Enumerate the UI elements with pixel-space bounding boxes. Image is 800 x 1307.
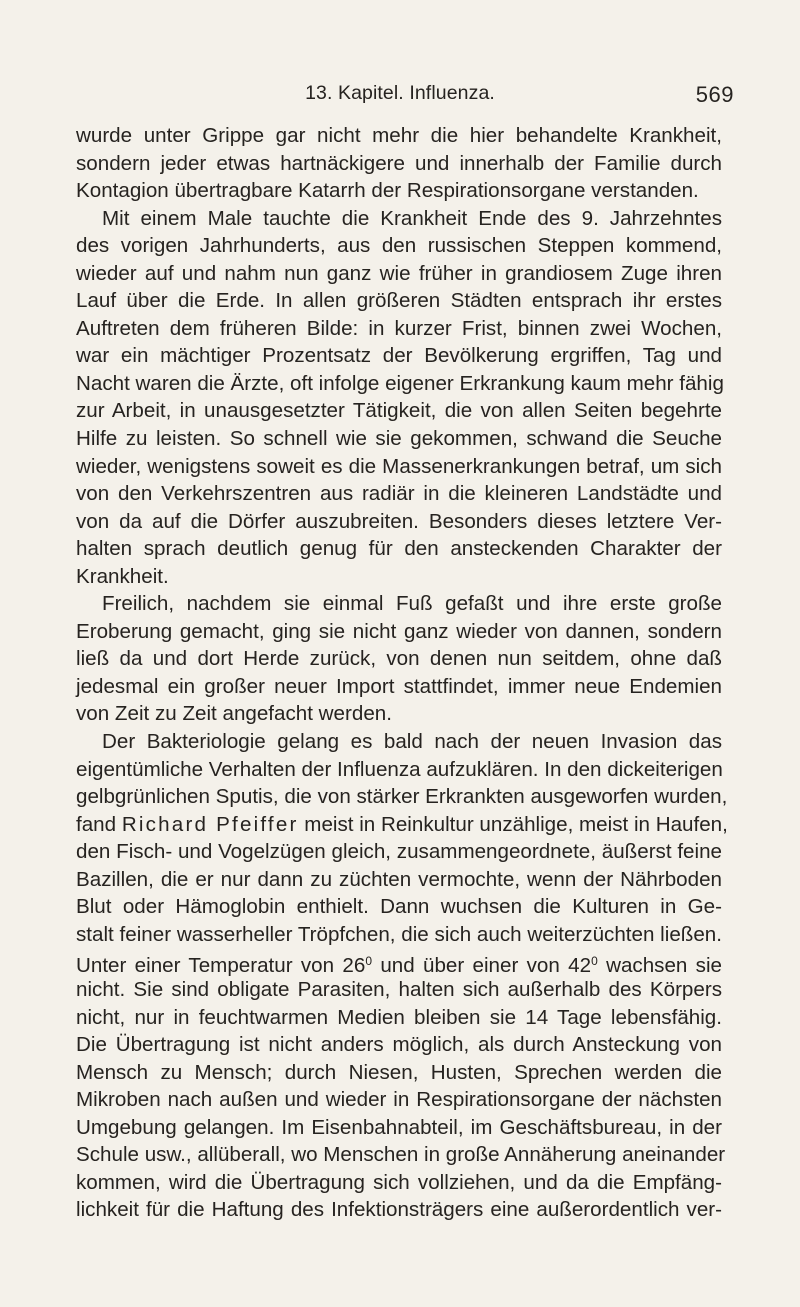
line-text: zur Arbeit, in unausgesetzter Tätigkeit, die von allen Seiten begehrte [76, 399, 722, 423]
text-line [76, 232, 722, 260]
line-text: meist in Reinkultur unzählige, meist in Haufen, [298, 812, 728, 836]
text-line [76, 480, 722, 508]
text-line [76, 893, 722, 921]
line-text: Der Bakteriologie gelang es bald nach der neuen Invasion das [102, 730, 722, 754]
text-line [76, 563, 722, 591]
text-line [76, 1086, 722, 1114]
author-name: Richard Pfeiffer [121, 812, 299, 836]
line-text: Nacht waren die Ärzte, oft infolge eigener Erkrankung kaum mehr fähig [76, 371, 724, 395]
line-text: lichkeit für die Haftung des Infektionsträgers eine außerordentlich ver- [76, 1198, 722, 1222]
text-line [76, 866, 722, 894]
text-line [76, 783, 728, 811]
text-line [76, 315, 722, 343]
text-line [76, 260, 722, 288]
text-line [76, 397, 722, 425]
text-line [76, 756, 722, 784]
running-title: 13. Kapitel. Influenza. [305, 82, 495, 104]
line-text: des vorigen Jahrhunderts, aus den russischen Steppen kommend, [76, 234, 722, 258]
line-text: wieder auf und nahm nun ganz wie früher in grandiosem Zuge ihren [76, 261, 722, 285]
line-text: von den Verkehrszentren aus radiär in die kleineren Landstädte und [76, 482, 722, 506]
line-text: jedesmal ein großer neuer Import stattfindet, immer neue Endemien [76, 674, 722, 698]
running-head [66, 74, 734, 110]
line-text: wieder, wenigstens soweit es die Massenerkrankungen betraf, um sich [76, 454, 722, 478]
line-text: Unter einer Temperatur von 26 [76, 954, 366, 978]
line-text: wachsen sie [597, 954, 722, 978]
text-line [76, 425, 722, 453]
line-text: Krankheit. [76, 564, 169, 588]
line-text: Mikroben nach außen und wieder in Respirationsorgane der nächsten [76, 1088, 722, 1112]
line-text: halten sprach deutlich genug für den ansteckenden Charakter der [76, 537, 722, 561]
text-line [76, 122, 722, 150]
text-line [76, 700, 722, 728]
line-text: von Zeit zu Zeit angefacht werden. [76, 702, 392, 726]
line-text: Lauf über die Erde. In allen größeren Städten entsprach ihr erstes [76, 289, 722, 313]
text-line [76, 811, 728, 839]
text-line [76, 508, 722, 536]
line-text: nicht. Sie sind obligate Parasiten, halten sich außerhalb des Körpers [76, 977, 722, 1001]
text-line [76, 287, 722, 315]
line-text: nicht, nur in feuchtwarmen Medien bleiben sie 14 Tage lebensfähig. [76, 1005, 722, 1029]
line-text: Die Übertragung ist nicht anders möglich, als durch Ansteckung von [76, 1033, 722, 1057]
text-line [76, 370, 722, 398]
text-line [76, 673, 722, 701]
text-line [76, 342, 722, 370]
text-line [76, 921, 722, 949]
text-line [76, 948, 722, 976]
line-text: gelbgrünlichen Sputis, die von stärker Erkrankten ausgeworfen wurden, [76, 785, 728, 809]
line-text: Bazillen, die er nur dann zu züchten vermochte, wenn der Nährboden [76, 867, 722, 891]
text-line [76, 1004, 722, 1032]
degree-sign: 0 [365, 954, 372, 969]
text-line [76, 453, 722, 481]
line-text: Mit einem Male tauchte die Krankheit Ende des 9. Jahrzehntes [102, 206, 722, 230]
line-text: sondern jeder etwas hartnäckigere und innerhalb der Familie durch [76, 151, 722, 175]
line-text: wurde unter Grippe gar nicht mehr die hier behandelte Krankheit, [76, 124, 722, 147]
text-line [76, 535, 722, 563]
line-text: Kontagion übertragbare Katarrh der Respirationsorgane verstanden. [76, 179, 699, 203]
body-text [76, 122, 728, 1224]
text-line [76, 1031, 722, 1059]
line-text: Schule usw., allüberall, wo Menschen in große Annäherung aneinander [76, 1143, 726, 1167]
text-line [76, 205, 722, 233]
line-text: Umgebung gelangen. Im Eisenbahnabteil, im Geschäftsbureau, in der [76, 1115, 722, 1139]
page-number: 569 [695, 82, 734, 107]
text-line [76, 618, 722, 646]
text-line [76, 1059, 722, 1087]
text-line [76, 590, 722, 618]
line-text: kommen, wird die Übertragung sich vollziehen, und da die Empfäng- [76, 1170, 722, 1194]
line-text: Freilich, nachdem sie einmal Fuß gefaßt und ihre erste große [102, 592, 722, 616]
line-text: von da auf die Dörfer auszubreiten. Besonders dieses letztere Ver- [76, 509, 722, 533]
line-text: Eroberung gemacht, ging sie nicht ganz wieder von dannen, sondern [76, 619, 722, 643]
line-text: Hilfe zu leisten. So schnell wie sie gekommen, schwand die Seuche [76, 427, 722, 451]
text-line [76, 1114, 722, 1142]
line-text: Mensch zu Mensch; durch Niesen, Husten, Sprechen werden die [76, 1060, 722, 1084]
text-line [76, 1196, 722, 1224]
text-line [76, 1141, 726, 1169]
line-text: eigentümliche Verhalten der Influenza aufzuklären. In den dickeiterigen [76, 757, 723, 781]
text-line [76, 728, 722, 756]
line-text: ließ da und dort Herde zurück, von denen nun seitdem, ohne daß [76, 647, 722, 671]
line-text: war ein mächtiger Prozentsatz der Bevölkerung ergriffen, Tag und [76, 344, 722, 368]
line-text: den Fisch- und Vogelzügen gleich, zusammengeordnete, äußerst feine [76, 840, 722, 864]
text-line [76, 177, 722, 205]
text-line [76, 1169, 722, 1197]
line-text: stalt feiner wasserheller Tröpfchen, die sich auch weiterzüchten ließen. [76, 922, 722, 946]
line-text: Blut oder Hämoglobin enthielt. Dann wuchsen die Kulturen in Ge- [76, 895, 722, 919]
degree-sign: 0 [591, 954, 598, 969]
text-line [76, 645, 722, 673]
line-text: Auftreten dem früheren Bilde: in kurzer Frist, binnen zwei Wochen, [76, 316, 722, 340]
text-line [76, 976, 722, 1004]
text-line [76, 150, 722, 178]
line-text: und über einer von 42 [372, 954, 592, 978]
line-text: fand [76, 812, 122, 836]
text-line [76, 838, 722, 866]
